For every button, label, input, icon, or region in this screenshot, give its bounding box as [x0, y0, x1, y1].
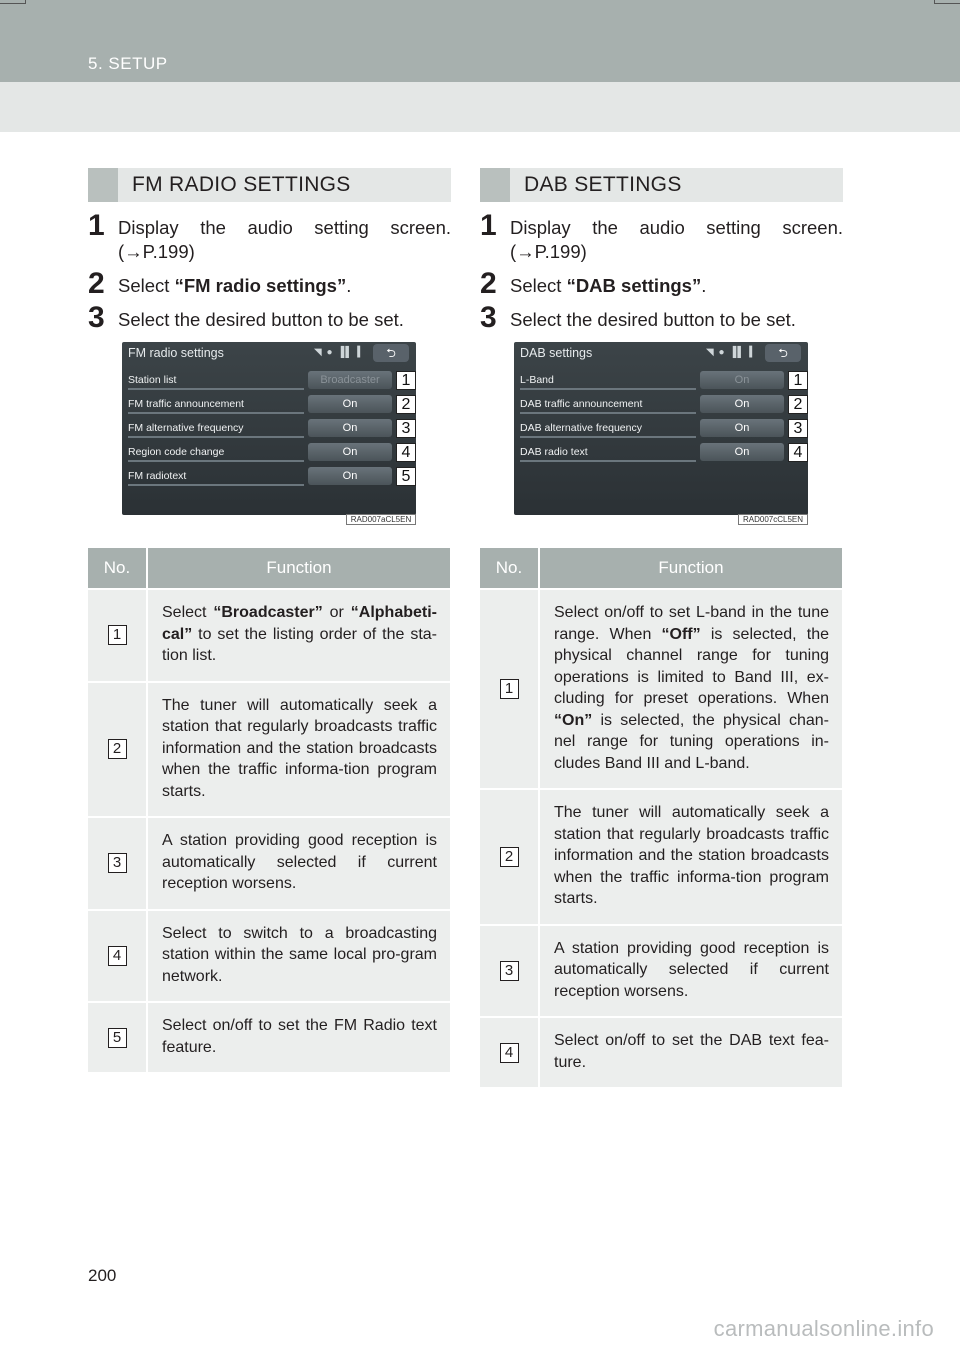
function-description: [148, 588, 450, 681]
row-number-badge: 3: [108, 853, 127, 873]
setting-value-button[interactable]: On: [700, 419, 784, 437]
setting-value-button[interactable]: Broadcaster: [308, 371, 392, 389]
step-2: [480, 267, 843, 300]
table-row: [88, 681, 450, 817]
setting-label: Station list: [128, 370, 304, 390]
desc-bold: “Broadcaster”: [213, 604, 323, 621]
heading-marker: [88, 168, 118, 202]
section-heading: [480, 168, 843, 202]
back-arrow-icon[interactable]: ⮌: [373, 344, 409, 362]
dab-function-table: [480, 548, 842, 1087]
table-row: [480, 1016, 842, 1087]
desc-text: Select on/off to set L-band in the tune range. When: [554, 604, 829, 643]
step-text-suffix: .: [701, 275, 707, 296]
back-arrow-icon[interactable]: ⮌: [765, 344, 801, 362]
page-reference-link[interactable]: (→P.199): [510, 241, 587, 262]
fm-settings-screenshot: [122, 342, 416, 525]
dab-section: [480, 168, 843, 525]
row-number-badge: 2: [500, 847, 519, 867]
step-number: 2: [480, 267, 497, 300]
step-text: Select: [510, 275, 567, 296]
setting-row-fm-radiotext: [128, 466, 411, 486]
status-icons: ◥ ● ▐▌ ▍: [314, 347, 366, 358]
table-row: [480, 924, 842, 1017]
setting-value-button[interactable]: On: [700, 371, 784, 389]
function-description: Select on/off to set the FM Radio text feature.: [148, 1001, 450, 1072]
column-header-no: No.: [88, 548, 148, 588]
device-screen: [122, 342, 416, 515]
function-description: A station providing good reception is automatically selected if current reception worsens.: [148, 816, 450, 909]
setting-value-button[interactable]: On: [308, 467, 392, 485]
setting-row-dab-traffic: [520, 394, 803, 414]
function-description: Select on/off to set the DAB text fea-ture.: [540, 1016, 842, 1087]
image-code: RAD007aCL5EN: [346, 514, 416, 525]
callout-number: 2: [396, 395, 416, 414]
table-row: [88, 1001, 450, 1072]
row-number-badge: 4: [500, 1043, 519, 1063]
function-description: [540, 588, 842, 788]
setting-value-button[interactable]: On: [700, 395, 784, 413]
image-code: RAD007cCL5EN: [738, 514, 808, 525]
table-row: [88, 909, 450, 1002]
step-number: 1: [88, 209, 105, 242]
step-3: [480, 301, 843, 334]
desc-bold: “Off”: [661, 625, 701, 643]
table-header-row: [480, 548, 842, 588]
callout-number: 4: [396, 443, 416, 462]
device-screen: [514, 342, 808, 515]
step-text-suffix: .: [346, 275, 352, 296]
setting-label: Region code change: [128, 442, 304, 462]
setting-value-button[interactable]: On: [308, 419, 392, 437]
desc-text: is selected, the physical channel range for tuning operations is limited to Band III, ex-cluding for preset operations. When: [554, 625, 830, 707]
section-title: FM RADIO SETTINGS: [132, 173, 351, 196]
screen-title: FM radio settings: [128, 346, 224, 360]
screen-title: DAB settings: [520, 346, 593, 360]
table-row: [480, 588, 842, 788]
crop-mark-right: [934, 0, 960, 4]
callout-number: 1: [788, 371, 808, 390]
step-number: 3: [480, 301, 497, 334]
step-1: [480, 209, 843, 264]
table-header-row: [88, 548, 450, 588]
setting-row-station-list: [128, 370, 411, 390]
setting-row-dab-alt-frequency: [520, 418, 803, 438]
page-reference-link[interactable]: (→P.199): [118, 241, 195, 262]
setting-value-button[interactable]: On: [308, 443, 392, 461]
callout-number: 1: [396, 371, 416, 390]
setting-label: DAB alternative frequency: [520, 418, 696, 438]
setting-row-dab-radio-text: [520, 442, 803, 462]
desc-bold: “Alphabeti-cal”: [162, 604, 437, 643]
table-row: [480, 788, 842, 924]
row-number-badge: 4: [108, 946, 127, 966]
setting-label: FM radiotext: [128, 466, 304, 486]
callout-number: 2: [788, 395, 808, 414]
step-text: Select the desired button to be set.: [510, 309, 796, 330]
setting-label: L-Band: [520, 370, 696, 390]
setting-row-fm-traffic: [128, 394, 411, 414]
step-text-bold: “DAB settings”: [566, 275, 702, 296]
step-2: [88, 267, 451, 300]
callout-number: 3: [396, 419, 416, 438]
watermark: carmanualsonline.info: [713, 1316, 934, 1341]
fm-section: [88, 168, 451, 525]
function-description: The tuner will automatically seek a station that regularly broadcasts traffic information and the station broadcasts when the traffic informa-tion program starts.: [148, 681, 450, 817]
page-number: 200: [88, 1266, 117, 1285]
column-header-no: No.: [480, 548, 540, 588]
section-title: DAB SETTINGS: [524, 173, 682, 196]
header-subband: [0, 82, 960, 132]
step-1: [88, 209, 451, 264]
callout-number: 4: [788, 443, 808, 462]
setting-value-button[interactable]: On: [308, 395, 392, 413]
step-number: 2: [88, 267, 105, 300]
setting-row-fm-alt-frequency: [128, 418, 411, 438]
heading-marker: [480, 168, 510, 202]
step-text: Select: [118, 275, 175, 296]
chapter-title: 5. SETUP: [88, 54, 168, 73]
step-text: Display the audio setting screen.: [118, 217, 451, 238]
function-description: Select to switch to a broadcasting station within the same local pro-gram network.: [148, 909, 450, 1002]
setting-row-region-code: [128, 442, 411, 462]
step-number: 3: [88, 301, 105, 334]
setting-row-l-band: [520, 370, 803, 390]
setting-value-button[interactable]: On: [700, 443, 784, 461]
section-heading: [88, 168, 451, 202]
desc-text: is selected, the physical chan-nel range for tuning operations in-cludes Band III and L-band.: [554, 711, 829, 772]
callout-number: 3: [788, 419, 808, 438]
step-number: 1: [480, 209, 497, 242]
table-row: [88, 816, 450, 909]
function-description: A station providing good reception is automatically selected if current reception worsens.: [540, 924, 842, 1017]
setting-label: FM alternative frequency: [128, 418, 304, 438]
column-header-function: Function: [540, 548, 842, 588]
row-number-badge: 2: [108, 739, 127, 759]
fm-function-table: [88, 548, 450, 1072]
crop-mark-left: [0, 0, 26, 4]
desc-text: to set the listing order of the sta-tion list.: [162, 625, 437, 664]
step-3: [88, 301, 451, 334]
status-icons: ◥ ● ▐▌ ▍: [706, 347, 758, 358]
function-description: The tuner will automatically seek a station that regularly broadcasts traffic information and the station broadcasts when the traffic informa-tion program starts.: [540, 788, 842, 924]
column-header-function: Function: [148, 548, 450, 588]
row-number-badge: 5: [108, 1028, 127, 1048]
setting-label: FM traffic announcement: [128, 394, 304, 414]
row-number-badge: 1: [500, 679, 519, 699]
dab-settings-screenshot: [514, 342, 808, 525]
desc-bold: “On”: [554, 711, 593, 729]
setting-label: DAB radio text: [520, 442, 696, 462]
desc-text: Select: [162, 604, 214, 621]
callout-number: 5: [396, 467, 416, 486]
setting-label: DAB traffic announcement: [520, 394, 696, 414]
step-text: Display the audio setting screen.: [510, 217, 843, 238]
row-number-badge: 3: [500, 961, 519, 981]
step-text: Select the desired button to be set.: [118, 309, 404, 330]
row-number-badge: 1: [108, 625, 127, 645]
desc-text: or: [322, 604, 351, 621]
table-row: [88, 588, 450, 681]
step-text-bold: “FM radio settings”: [174, 275, 347, 296]
